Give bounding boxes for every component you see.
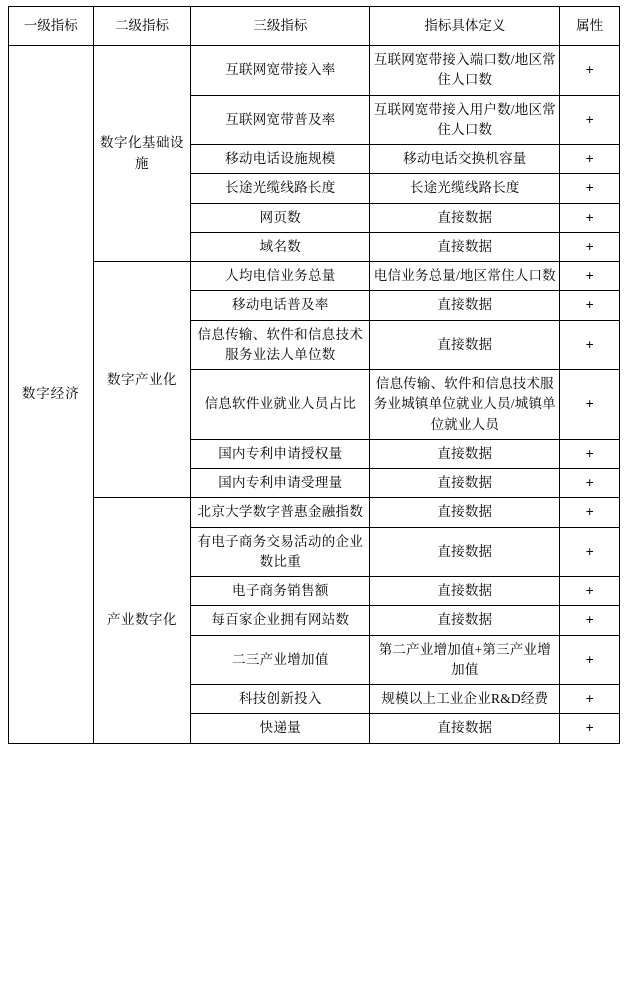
cell-level3: 互联网宽带接入率: [191, 46, 370, 96]
table-row: [9, 262, 620, 291]
cell-definition: 信息传输、软件和信息技术服务业城镇单位就业人员/城镇单位就业人员: [370, 370, 560, 440]
cell-attribute: +: [560, 439, 620, 468]
cell-definition: 直接数据: [370, 606, 560, 635]
cell-level3: 国内专利申请授权量: [191, 439, 370, 468]
cell-definition: 规模以上工业企业R&D经费: [370, 685, 560, 714]
table-row: [9, 498, 620, 527]
cell-definition: 直接数据: [370, 203, 560, 232]
cell-attribute: +: [560, 291, 620, 320]
cell-attribute: +: [560, 174, 620, 203]
cell-definition: 直接数据: [370, 498, 560, 527]
cell-attribute: +: [560, 262, 620, 291]
indicator-table: [8, 6, 620, 744]
column-header-level1: 一级指标: [9, 7, 94, 46]
cell-definition: 第二产业增加值+第三产业增加值: [370, 635, 560, 685]
cell-level3: 信息软件业就业人员占比: [191, 370, 370, 440]
cell-level3: 网页数: [191, 203, 370, 232]
cell-level3: 快递量: [191, 714, 370, 743]
cell-definition: 直接数据: [370, 320, 560, 370]
column-header-definition: 指标具体定义: [370, 7, 560, 46]
cell-attribute: +: [560, 527, 620, 577]
cell-level3: 有电子商务交易活动的企业数比重: [191, 527, 370, 577]
cell-attribute: +: [560, 145, 620, 174]
cell-level3: 每百家企业拥有网站数: [191, 606, 370, 635]
cell-level3: 人均电信业务总量: [191, 262, 370, 291]
cell-level3: 信息传输、软件和信息技术服务业法人单位数: [191, 320, 370, 370]
cell-definition: 直接数据: [370, 469, 560, 498]
cell-attribute: +: [560, 203, 620, 232]
column-header-attribute: 属性: [560, 7, 620, 46]
cell-level2: 数字产业化: [93, 262, 191, 498]
cell-level2: 产业数字化: [93, 498, 191, 743]
cell-level3: 北京大学数字普惠金融指数: [191, 498, 370, 527]
cell-definition: 直接数据: [370, 577, 560, 606]
cell-level3: 电子商务销售额: [191, 577, 370, 606]
cell-attribute: +: [560, 95, 620, 145]
cell-definition: 电信业务总量/地区常住人口数: [370, 262, 560, 291]
cell-definition: 长途光缆线路长度: [370, 174, 560, 203]
table-header: [9, 7, 620, 46]
cell-definition: 直接数据: [370, 291, 560, 320]
cell-definition: 直接数据: [370, 714, 560, 743]
cell-attribute: +: [560, 370, 620, 440]
table-header-row: [9, 7, 620, 46]
column-header-level3: 三级指标: [191, 7, 370, 46]
cell-attribute: +: [560, 685, 620, 714]
cell-level3: 科技创新投入: [191, 685, 370, 714]
table-body: [9, 46, 620, 744]
cell-level2: 数字化基础设施: [93, 46, 191, 262]
cell-definition: 移动电话交换机容量: [370, 145, 560, 174]
cell-definition: 直接数据: [370, 527, 560, 577]
cell-level3: 移动电话设施规模: [191, 145, 370, 174]
cell-definition: 互联网宽带接入用户数/地区常住人口数: [370, 95, 560, 145]
cell-definition: 互联网宽带接入端口数/地区常住人口数: [370, 46, 560, 96]
cell-level3: 互联网宽带普及率: [191, 95, 370, 145]
cell-attribute: +: [560, 635, 620, 685]
table-row: [9, 46, 620, 96]
cell-attribute: +: [560, 469, 620, 498]
cell-level3: 移动电话普及率: [191, 291, 370, 320]
cell-level3: 国内专利申请受理量: [191, 469, 370, 498]
cell-attribute: +: [560, 714, 620, 743]
cell-attribute: +: [560, 606, 620, 635]
cell-level3: 长途光缆线路长度: [191, 174, 370, 203]
cell-attribute: +: [560, 498, 620, 527]
cell-definition: 直接数据: [370, 232, 560, 261]
cell-attribute: +: [560, 46, 620, 96]
column-header-level2: 二级指标: [93, 7, 191, 46]
cell-level3: 域名数: [191, 232, 370, 261]
cell-attribute: +: [560, 320, 620, 370]
cell-level3: 二三产业增加值: [191, 635, 370, 685]
cell-level1: 数字经济: [9, 46, 94, 744]
cell-attribute: +: [560, 577, 620, 606]
cell-definition: 直接数据: [370, 439, 560, 468]
cell-attribute: +: [560, 232, 620, 261]
